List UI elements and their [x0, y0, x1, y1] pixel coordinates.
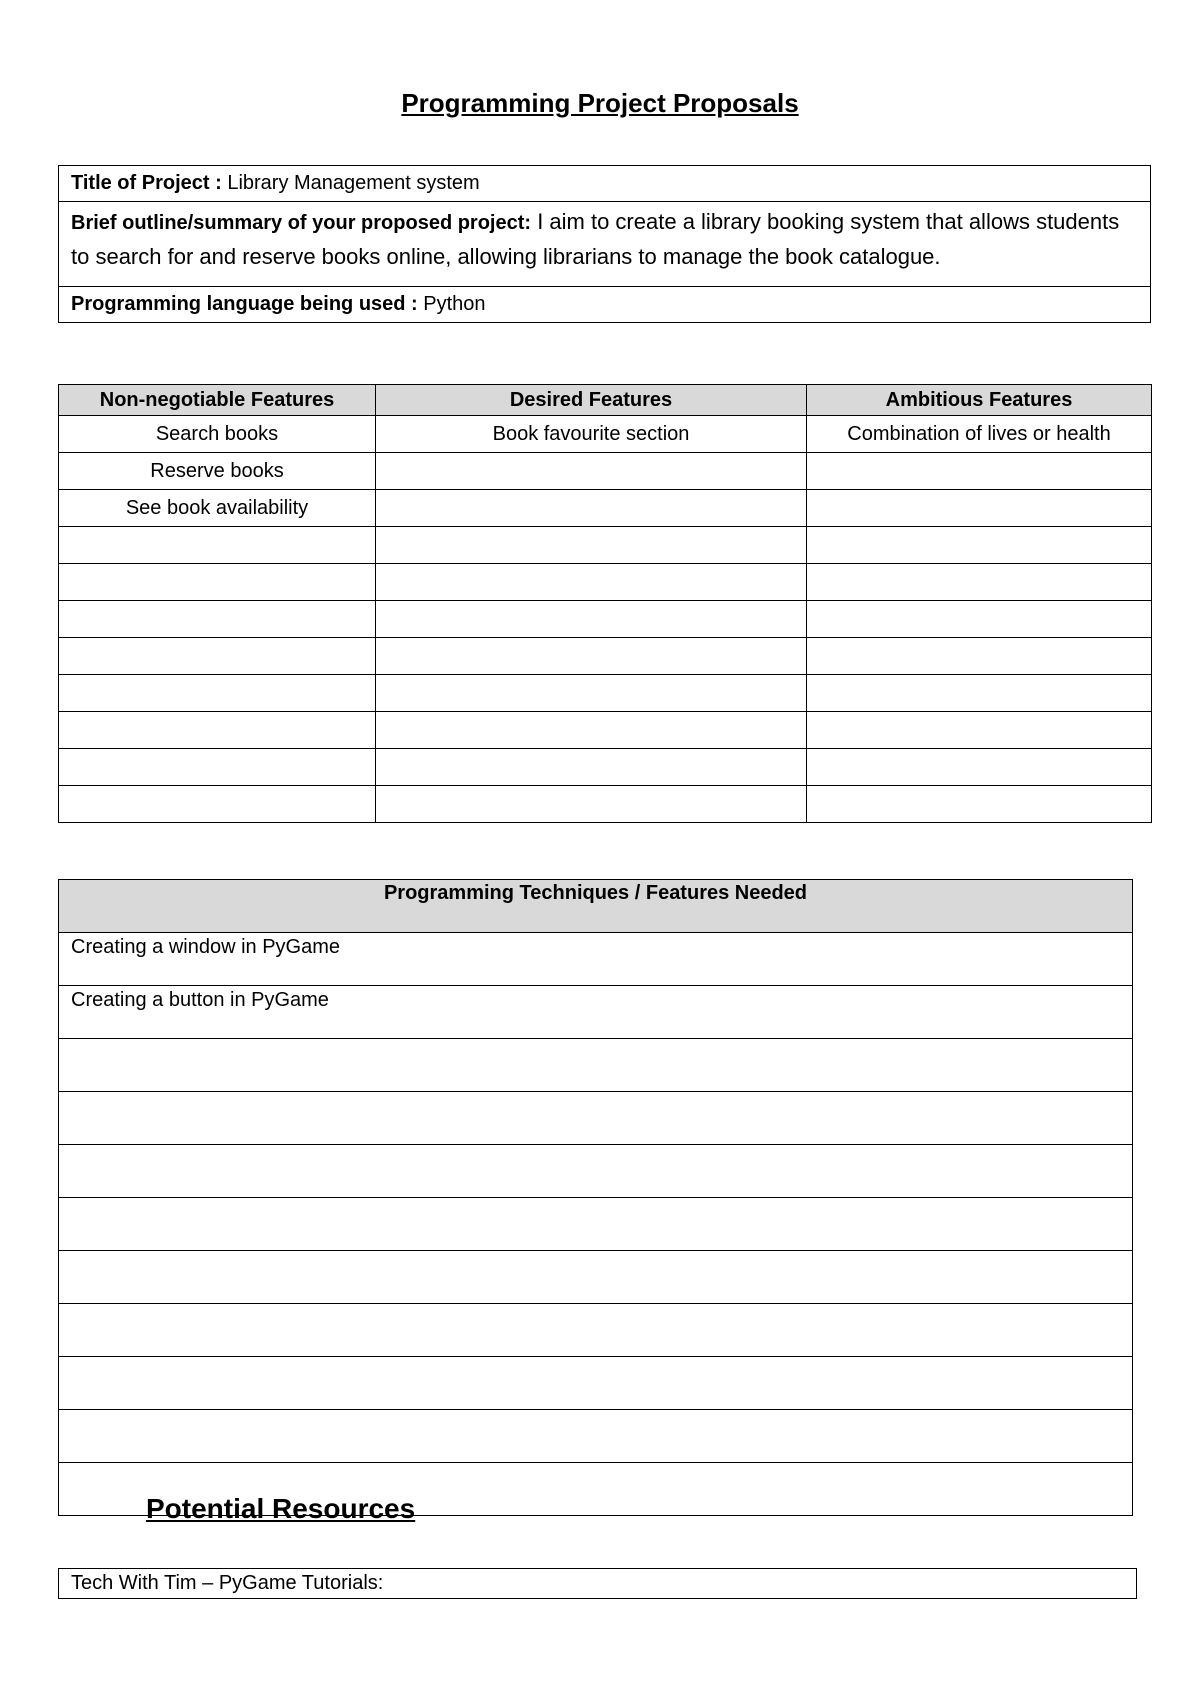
desired-cell[interactable]: [376, 786, 807, 823]
non-negotiable-cell[interactable]: Reserve books: [59, 453, 376, 490]
feature-row: [59, 675, 1152, 712]
feature-row: [59, 416, 1152, 453]
header-ambitious: Ambitious Features: [807, 385, 1152, 416]
desired-cell[interactable]: [376, 712, 807, 749]
desired-cell[interactable]: [376, 749, 807, 786]
technique-cell[interactable]: Creating a button in PyGame: [59, 986, 1133, 1039]
feature-row: [59, 749, 1152, 786]
feature-row: [59, 527, 1152, 564]
ambitious-cell[interactable]: [807, 527, 1152, 564]
feature-row: [59, 564, 1152, 601]
technique-row: [59, 1410, 1133, 1463]
techniques-body: [59, 933, 1133, 1516]
ambitious-cell[interactable]: [807, 564, 1152, 601]
project-language-row: [59, 287, 1151, 323]
feature-row: [59, 712, 1152, 749]
technique-cell[interactable]: Creating a window in PyGame: [59, 933, 1133, 986]
desired-cell[interactable]: [376, 675, 807, 712]
techniques-header-row: [59, 880, 1133, 933]
technique-cell[interactable]: [59, 1304, 1133, 1357]
project-title-label: Title of Project :: [71, 172, 222, 194]
non-negotiable-cell[interactable]: [59, 564, 376, 601]
resources-body: [59, 1569, 1137, 1599]
ambitious-cell[interactable]: [807, 712, 1152, 749]
desired-cell[interactable]: [376, 601, 807, 638]
non-negotiable-cell[interactable]: [59, 527, 376, 564]
ambitious-cell[interactable]: [807, 749, 1152, 786]
non-negotiable-cell[interactable]: [59, 638, 376, 675]
technique-row: [59, 933, 1133, 986]
desired-cell[interactable]: [376, 527, 807, 564]
features-header-row: [59, 385, 1152, 416]
non-negotiable-cell[interactable]: [59, 675, 376, 712]
technique-row: [59, 1198, 1133, 1251]
ambitious-cell[interactable]: [807, 601, 1152, 638]
non-negotiable-cell[interactable]: See book availability: [59, 490, 376, 527]
project-title-row: [59, 166, 1151, 202]
project-summary-row: [59, 202, 1151, 287]
technique-row: [59, 1092, 1133, 1145]
feature-row: [59, 786, 1152, 823]
desired-cell[interactable]: [376, 564, 807, 601]
technique-cell[interactable]: [59, 1092, 1133, 1145]
resources-table: [58, 1568, 1137, 1599]
ambitious-cell[interactable]: Combination of lives or health: [807, 416, 1152, 453]
project-language-label: Programming language being used :: [71, 293, 418, 315]
ambitious-cell[interactable]: [807, 490, 1152, 527]
technique-cell[interactable]: [59, 1251, 1133, 1304]
technique-row: [59, 1357, 1133, 1410]
non-negotiable-cell[interactable]: [59, 749, 376, 786]
resources-heading: Potential Resources: [146, 1493, 416, 1524]
ambitious-cell[interactable]: [807, 786, 1152, 823]
technique-cell[interactable]: [59, 1410, 1133, 1463]
project-summary-label: Brief outline/summary of your proposed project:: [71, 212, 532, 234]
project-summary-value[interactable]: I aim to create a library booking system that allows students to search for and reserve books online, allowing librarians to manage the book catalogue.: [71, 209, 1120, 269]
resource-row: [59, 1569, 1137, 1599]
page-title: Programming Project Proposals: [401, 88, 799, 118]
technique-row: [59, 1145, 1133, 1198]
resource-cell[interactable]: Tech With Tim – PyGame Tutorials:: [59, 1569, 1137, 1599]
technique-cell[interactable]: [59, 1039, 1133, 1092]
technique-row: [59, 1039, 1133, 1092]
desired-cell[interactable]: Book favourite section: [376, 416, 807, 453]
technique-cell[interactable]: [59, 1145, 1133, 1198]
desired-cell[interactable]: [376, 490, 807, 527]
non-negotiable-cell[interactable]: [59, 786, 376, 823]
project-title-value[interactable]: Library Management system: [227, 172, 480, 194]
feature-row: [59, 453, 1152, 490]
ambitious-cell[interactable]: [807, 638, 1152, 675]
non-negotiable-cell[interactable]: Search books: [59, 416, 376, 453]
technique-row: [59, 1304, 1133, 1357]
features-table: [58, 384, 1152, 823]
feature-row: [59, 490, 1152, 527]
feature-row: [59, 638, 1152, 675]
header-non-negotiable: Non-negotiable Features: [59, 385, 376, 416]
techniques-table: [58, 879, 1133, 1516]
technique-cell[interactable]: [59, 1198, 1133, 1251]
header-desired: Desired Features: [376, 385, 807, 416]
technique-row: [59, 1251, 1133, 1304]
technique-cell[interactable]: [59, 1357, 1133, 1410]
ambitious-cell[interactable]: [807, 453, 1152, 490]
project-info-table: [58, 165, 1151, 323]
technique-row: [59, 986, 1133, 1039]
techniques-header: Programming Techniques / Features Needed: [59, 880, 1133, 933]
project-language-value[interactable]: Python: [423, 293, 486, 315]
feature-row: [59, 601, 1152, 638]
ambitious-cell[interactable]: [807, 675, 1152, 712]
desired-cell[interactable]: [376, 638, 807, 675]
non-negotiable-cell[interactable]: [59, 601, 376, 638]
desired-cell[interactable]: [376, 453, 807, 490]
features-body: [59, 416, 1152, 823]
non-negotiable-cell[interactable]: [59, 712, 376, 749]
